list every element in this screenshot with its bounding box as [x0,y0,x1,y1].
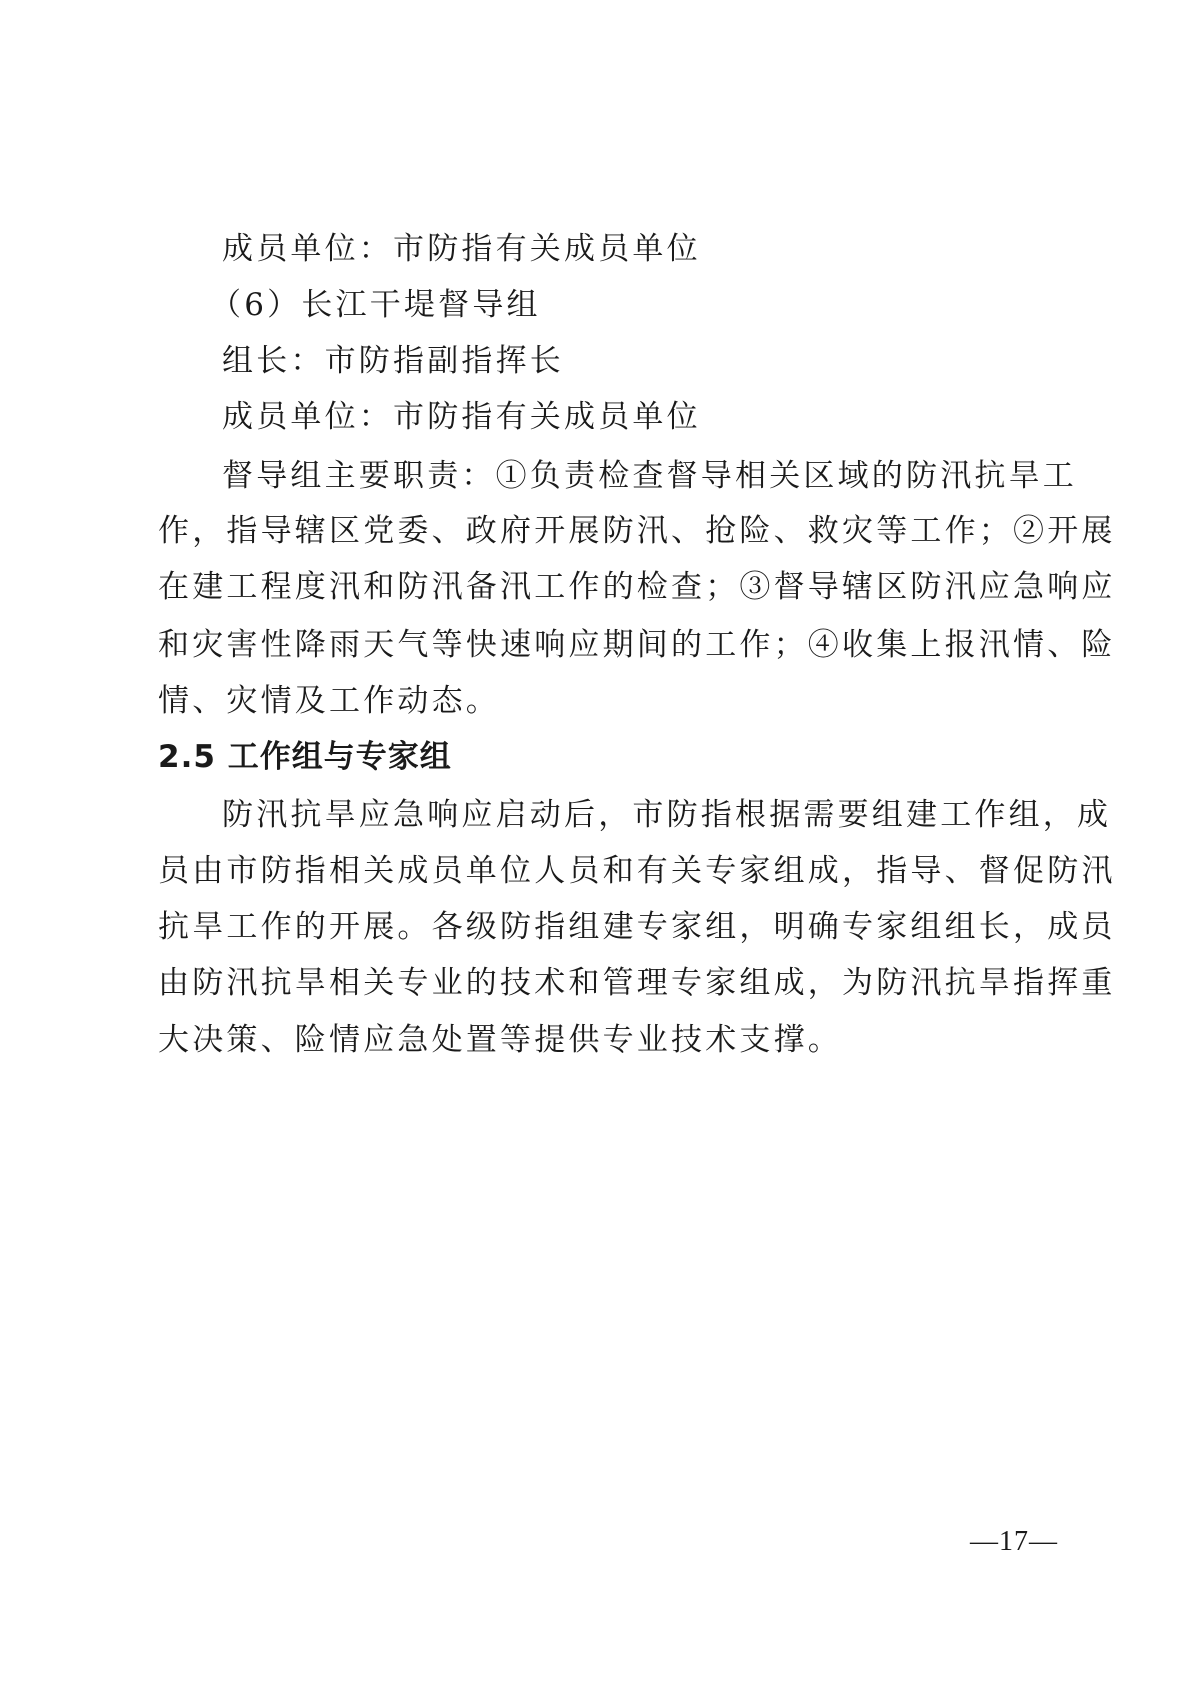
section-paragraph-line-5: 大决策、险情应急处置等提供专业技术支撑。 [158,1022,842,1058]
page-number: —17— [970,1526,1058,1557]
responsibility-line-2: 作，指导辖区党委、政府开展防汛、抢险、救灾等工作；②开展 [158,513,1116,549]
group-title-line: （6）长江干堤督导组 [210,287,541,323]
responsibility-line-1: 督导组主要职责：①负责检查督导相关区域的防汛抗旱工 [222,458,1077,494]
section-paragraph-line-4: 由防汛抗旱相关专业的技术和管理专家组成，为防汛抗旱指挥重 [158,965,1116,1001]
section-heading: 2.5 工作组与专家组 [158,739,452,775]
section-paragraph-line-2: 员由市防指相关成员单位人员和有关专家组成，指导、督促防汛 [158,853,1116,889]
responsibility-line-3: 在建工程度汛和防汛备汛工作的检查；③督导辖区防汛应急响应 [158,569,1116,605]
section-paragraph-line-3: 抗旱工作的开展。各级防指组建专家组，明确专家组组长，成员 [158,909,1116,945]
responsibility-line-4: 和灾害性降雨天气等快速响应期间的工作；④收集上报汛情、险 [158,627,1116,663]
member-units-line-2: 成员单位：市防指有关成员单位 [222,399,701,435]
section-paragraph-line-1: 防汛抗旱应急响应启动后，市防指根据需要组建工作组，成 [222,797,1112,833]
group-leader-line: 组长：市防指副指挥长 [222,343,564,379]
member-units-line-1: 成员单位：市防指有关成员单位 [222,231,701,267]
responsibility-line-5: 情、灾情及工作动态。 [158,683,500,719]
